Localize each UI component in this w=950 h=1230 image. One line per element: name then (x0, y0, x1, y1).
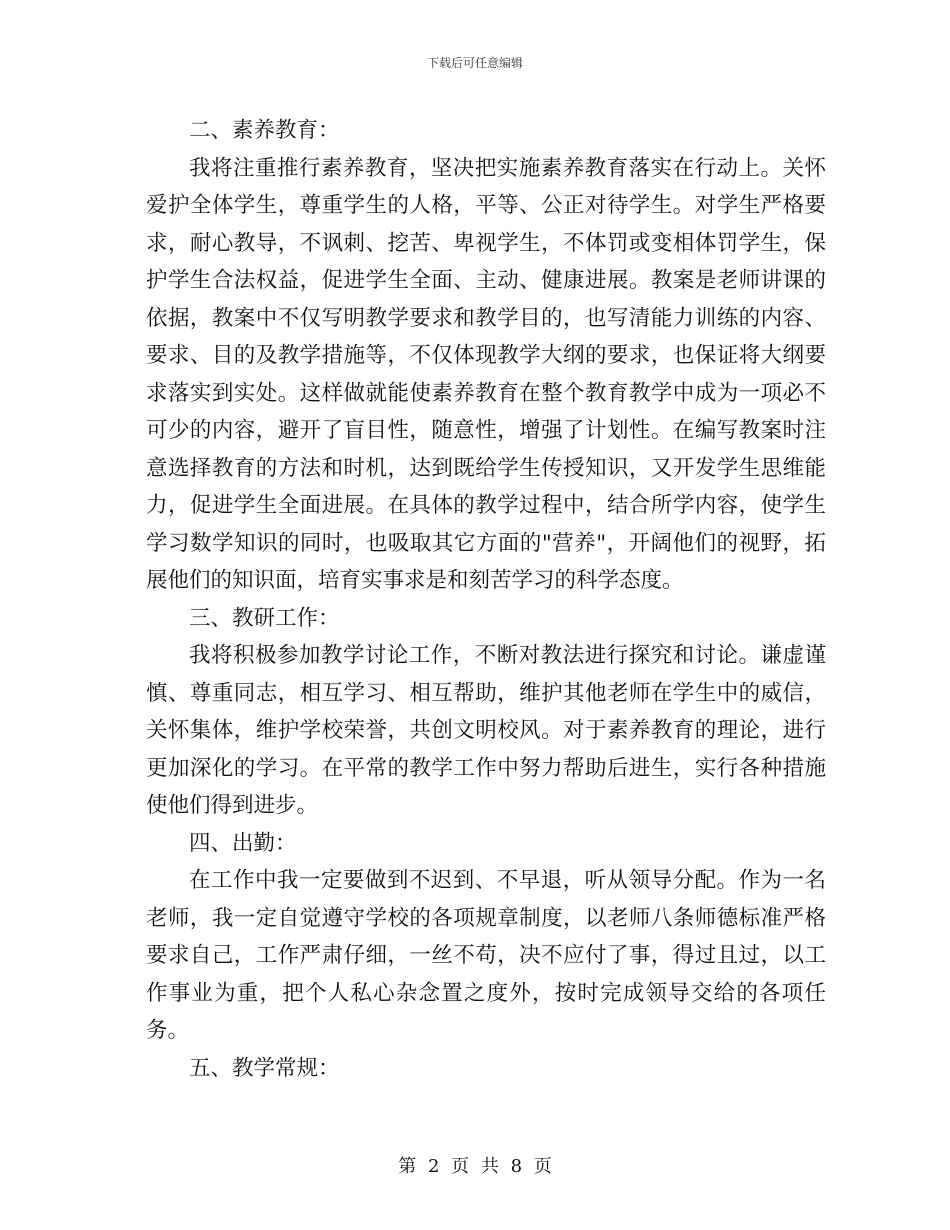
page-header: 下载后可任意编辑 (426, 56, 523, 70)
section-heading-changgui: 五、教学常规： (189, 1055, 340, 1081)
section-heading-chuqin: 四、出勤： (189, 830, 297, 856)
section-heading-jiaoyan: 三、教研工作： (189, 605, 340, 631)
paragraph-jiaoyan: 我将积极参加教学讨论工作，不断对教法进行探究和讨论。谦虚谨慎、尊重同志，相互学习、相互帮助，维护其他老师在学生中的威信，关怀集体，维护学校荣誉，共创文明校风。对于素养教育的理论，进行更加深化的学习。在平常的教学工作中努力帮助后进生，实行各种措施使他们得到进步。 (146, 643, 826, 818)
paragraph-chuqin: 在工作中我一定要做到不迟到、不早退，听从领导分配。作为一名老师，我一定自觉遵守学校的各项规章制度，以老师八条师德标准严格要求自己，工作严肃仔细，一丝不苟，决不应付了事，得过且过，以工作事业为重，把个人私心杂念置之度外，按时完成领导交给的各项任务。 (146, 868, 826, 1043)
section-heading-suyang: 二、素养教育： (189, 118, 340, 143)
document-body (146, 112, 826, 1087)
paragraph-suyang: 我将注重推行素养教育，坚决把实施素养教育落实在行动上。关怀爱护全体学生，尊重学生的人格，平等、公正对待学生。对学生严格要求，耐心教导，不讽刺、挖苦、卑视学生，不体罚或变相体罚学生，保护学生合法权益，促进学生全面、主动、健康进展。教案是老师讲课的依据，教案中不仅写明教学要求和教学目的，也写清能力训练的内容、要求、目的及教学措施等，不仅体现教学大纲的要求，也保证将大纲要求落实到实处。这样做就能使素养教育在整个教育教学中成为一项必不可少的内容，避开了盲目性，随意性，增强了计划性。在编写教案时注意选择教育的方法和时机，达到既给学生传授知识，又开发学生思维能力，促进学生全面进展。在具体的教学过程中，结合所学内容，使学生学习数学知识的同时，也吸取其它方面的"营养"，开阔他们的视野，拓展他们的知识面，培育实事求是和刻苦学习的科学态度。 (146, 155, 826, 593)
page-number: 第 2 页 共 8 页 (398, 1156, 552, 1177)
